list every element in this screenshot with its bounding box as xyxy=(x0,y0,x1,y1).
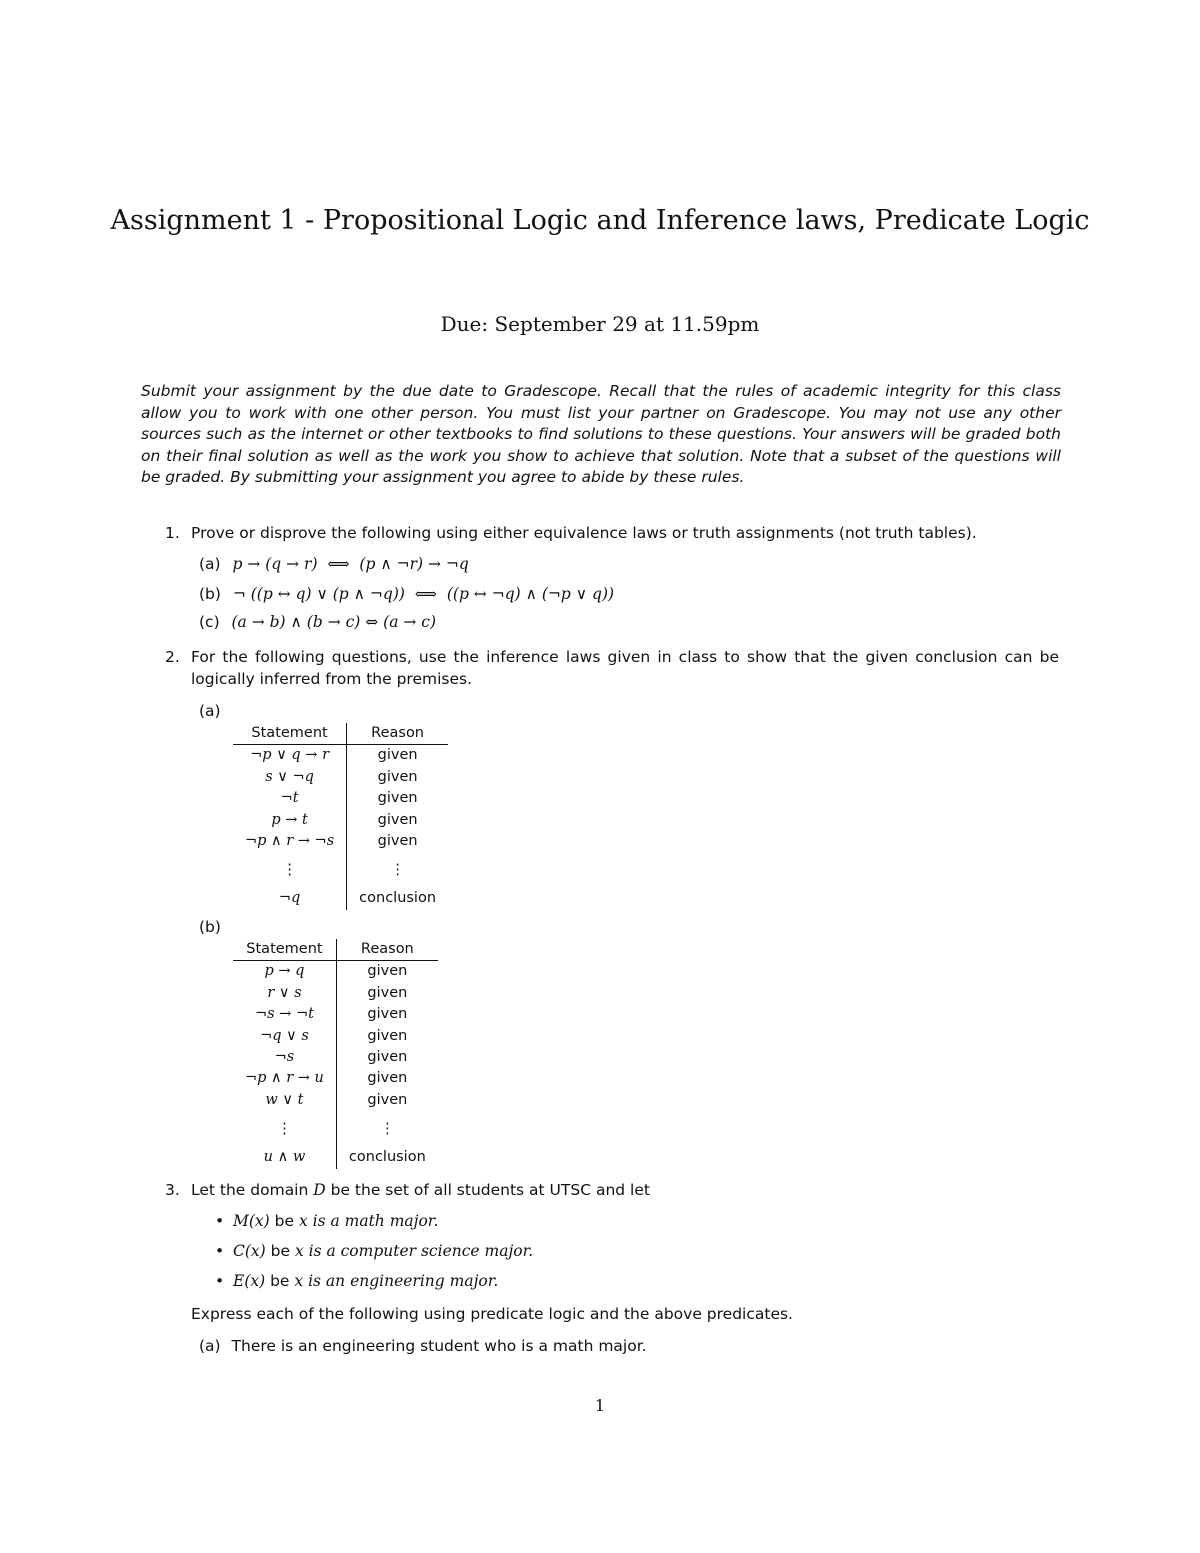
reason-cell: given xyxy=(377,768,418,785)
question-2-text: For the following questions, use the inference laws given in class to show that the given conclusion can be logically inferred from the premises. xyxy=(191,648,1059,688)
statement-cell: w ∨ t xyxy=(233,1090,336,1111)
reason-cell: conclusion xyxy=(348,1149,426,1166)
predicate-symbol: E(x) xyxy=(233,1272,266,1290)
table-row xyxy=(233,1068,438,1089)
reason-header: Reason xyxy=(336,939,437,961)
statement-header: Statement xyxy=(233,723,347,745)
predicate-be: be xyxy=(274,1212,295,1230)
domain-variable: D xyxy=(313,1181,326,1199)
conclusion-row xyxy=(233,888,448,909)
table-row xyxy=(233,961,438,983)
q1-part-label: (c) xyxy=(199,613,220,631)
statement-cell: ¬s xyxy=(233,1047,336,1068)
reason-cell: given xyxy=(367,963,408,980)
q3-part-label: (a) xyxy=(199,1337,221,1355)
table-row xyxy=(233,1026,438,1047)
reason-cell: given xyxy=(377,790,418,807)
q3-express-instruction: Express each of the following using predicate logic and the above predicates. xyxy=(191,1305,793,1323)
statement-cell: p → q xyxy=(233,961,336,983)
predicate-description: x is an engineering major. xyxy=(294,1272,499,1290)
question-2-number: 2. xyxy=(165,648,180,666)
vertical-ellipsis: ⋮ xyxy=(233,1111,336,1147)
table-row xyxy=(233,831,448,852)
ellipsis-row xyxy=(233,852,448,888)
table-row xyxy=(233,810,448,831)
reason-cell: given xyxy=(377,747,418,764)
page-title: Assignment 1 - Propositional Logic and Inference laws, Predicate Logic xyxy=(110,205,1090,236)
table-row xyxy=(233,1047,438,1068)
predicate-symbol: C(x) xyxy=(233,1242,266,1260)
table-row xyxy=(233,1004,438,1025)
instructions-paragraph: Submit your assignment by the due date to Gradescope. Recall that the rules of academic integrity for this class allow you to work with one other person. You must list your partner on Gradescope. You may not use any other sources such as the internet or other textbooks to find solutions to these questions. Your answers will be graded both on their final solution as well as the work you show to achieve that solution. Note that a subset of the questions will be graded. By submitting your assignment you agree to abide by these rules. xyxy=(141,382,1061,487)
vertical-ellipsis: ⋮ xyxy=(380,1121,395,1138)
ellipsis-row xyxy=(233,1111,438,1147)
proof-table-a xyxy=(233,723,448,910)
predicate-description: x is a computer science major. xyxy=(294,1242,534,1260)
statement-cell: ¬s → ¬t xyxy=(233,1004,336,1025)
q1-part-label: (a) xyxy=(199,555,221,573)
statement-cell: ¬p ∨ q → r xyxy=(233,745,347,767)
q2-part-b-label: (b) xyxy=(199,918,221,936)
reason-cell: given xyxy=(367,1006,408,1023)
statement-cell: r ∨ s xyxy=(233,983,336,1004)
table-row xyxy=(233,745,448,767)
proof-table-b xyxy=(233,939,438,1169)
table-row xyxy=(233,1090,438,1111)
statement-header: Statement xyxy=(233,939,336,961)
predicate-item xyxy=(215,1212,438,1230)
conclusion-row xyxy=(233,1147,438,1168)
predicate-symbol: M(x) xyxy=(233,1212,270,1230)
q3-part-text: There is an engineering student who is a math major. xyxy=(231,1337,647,1355)
statement-cell: p → t xyxy=(233,810,347,831)
question-3-number: 3. xyxy=(165,1181,180,1199)
bullet-icon: • xyxy=(215,1242,225,1260)
q1-part-label: (b) xyxy=(199,585,221,603)
predicate-be: be xyxy=(270,1242,291,1260)
q1-part-expression: p → (q → r) ⟺ (p ∧ ¬r) → ¬q xyxy=(232,555,469,573)
predicate-description: x is a math major. xyxy=(298,1212,439,1230)
predicate-item xyxy=(215,1272,498,1290)
statement-cell: s ∨ ¬q xyxy=(233,767,347,788)
bullet-icon: • xyxy=(215,1272,225,1290)
question-3-text-rest: be the set of all students at UTSC and let xyxy=(325,1181,650,1199)
q1-part-c xyxy=(199,613,436,632)
statement-cell: ¬q ∨ s xyxy=(233,1026,336,1047)
bullet-icon: • xyxy=(215,1212,225,1230)
question-1-number: 1. xyxy=(165,524,180,542)
reason-cell: given xyxy=(377,811,418,828)
vertical-ellipsis: ⋮ xyxy=(233,852,347,888)
table-row xyxy=(233,767,448,788)
reason-cell: conclusion xyxy=(359,890,437,907)
vertical-ellipsis: ⋮ xyxy=(390,862,405,879)
due-date: Due: September 29 at 11.59pm xyxy=(440,312,760,336)
question-3-text: Let the domain xyxy=(191,1181,314,1199)
reason-cell: given xyxy=(367,1091,408,1108)
predicate-be: be xyxy=(270,1272,290,1290)
q1-part-b xyxy=(199,585,614,604)
statement-cell: ¬p ∧ r → u xyxy=(233,1068,336,1089)
q1-part-a xyxy=(199,555,469,574)
predicate-item xyxy=(215,1242,533,1260)
statement-cell: ¬q xyxy=(233,888,347,909)
question-1-text: Prove or disprove the following using either equivalence laws or truth assignments (not truth tables). xyxy=(191,524,977,542)
q2-part-a-label: (a) xyxy=(199,702,221,720)
reason-cell: given xyxy=(367,984,408,1001)
statement-cell: u ∧ w xyxy=(233,1147,336,1168)
q1-part-expression: ¬ ((p ↔ q) ∨ (p ∧ ¬q)) ⟺ ((p ↔ ¬q) ∧ (¬p ∨ q)) xyxy=(232,585,615,603)
statement-cell: ¬p ∧ r → ¬s xyxy=(233,831,347,852)
q3-part-a xyxy=(199,1337,647,1355)
reason-cell: given xyxy=(367,1049,408,1066)
table-row xyxy=(233,983,438,1004)
reason-cell: given xyxy=(367,1070,408,1087)
table-row xyxy=(233,788,448,809)
statement-cell: ¬t xyxy=(233,788,347,809)
q1-part-expression: (a → b) ∧ (b → c) ⇔ (a → c) xyxy=(231,613,437,631)
reason-cell: given xyxy=(367,1027,408,1044)
reason-header: Reason xyxy=(347,723,448,745)
page-number: 1 xyxy=(594,1396,606,1415)
reason-cell: given xyxy=(377,833,418,850)
